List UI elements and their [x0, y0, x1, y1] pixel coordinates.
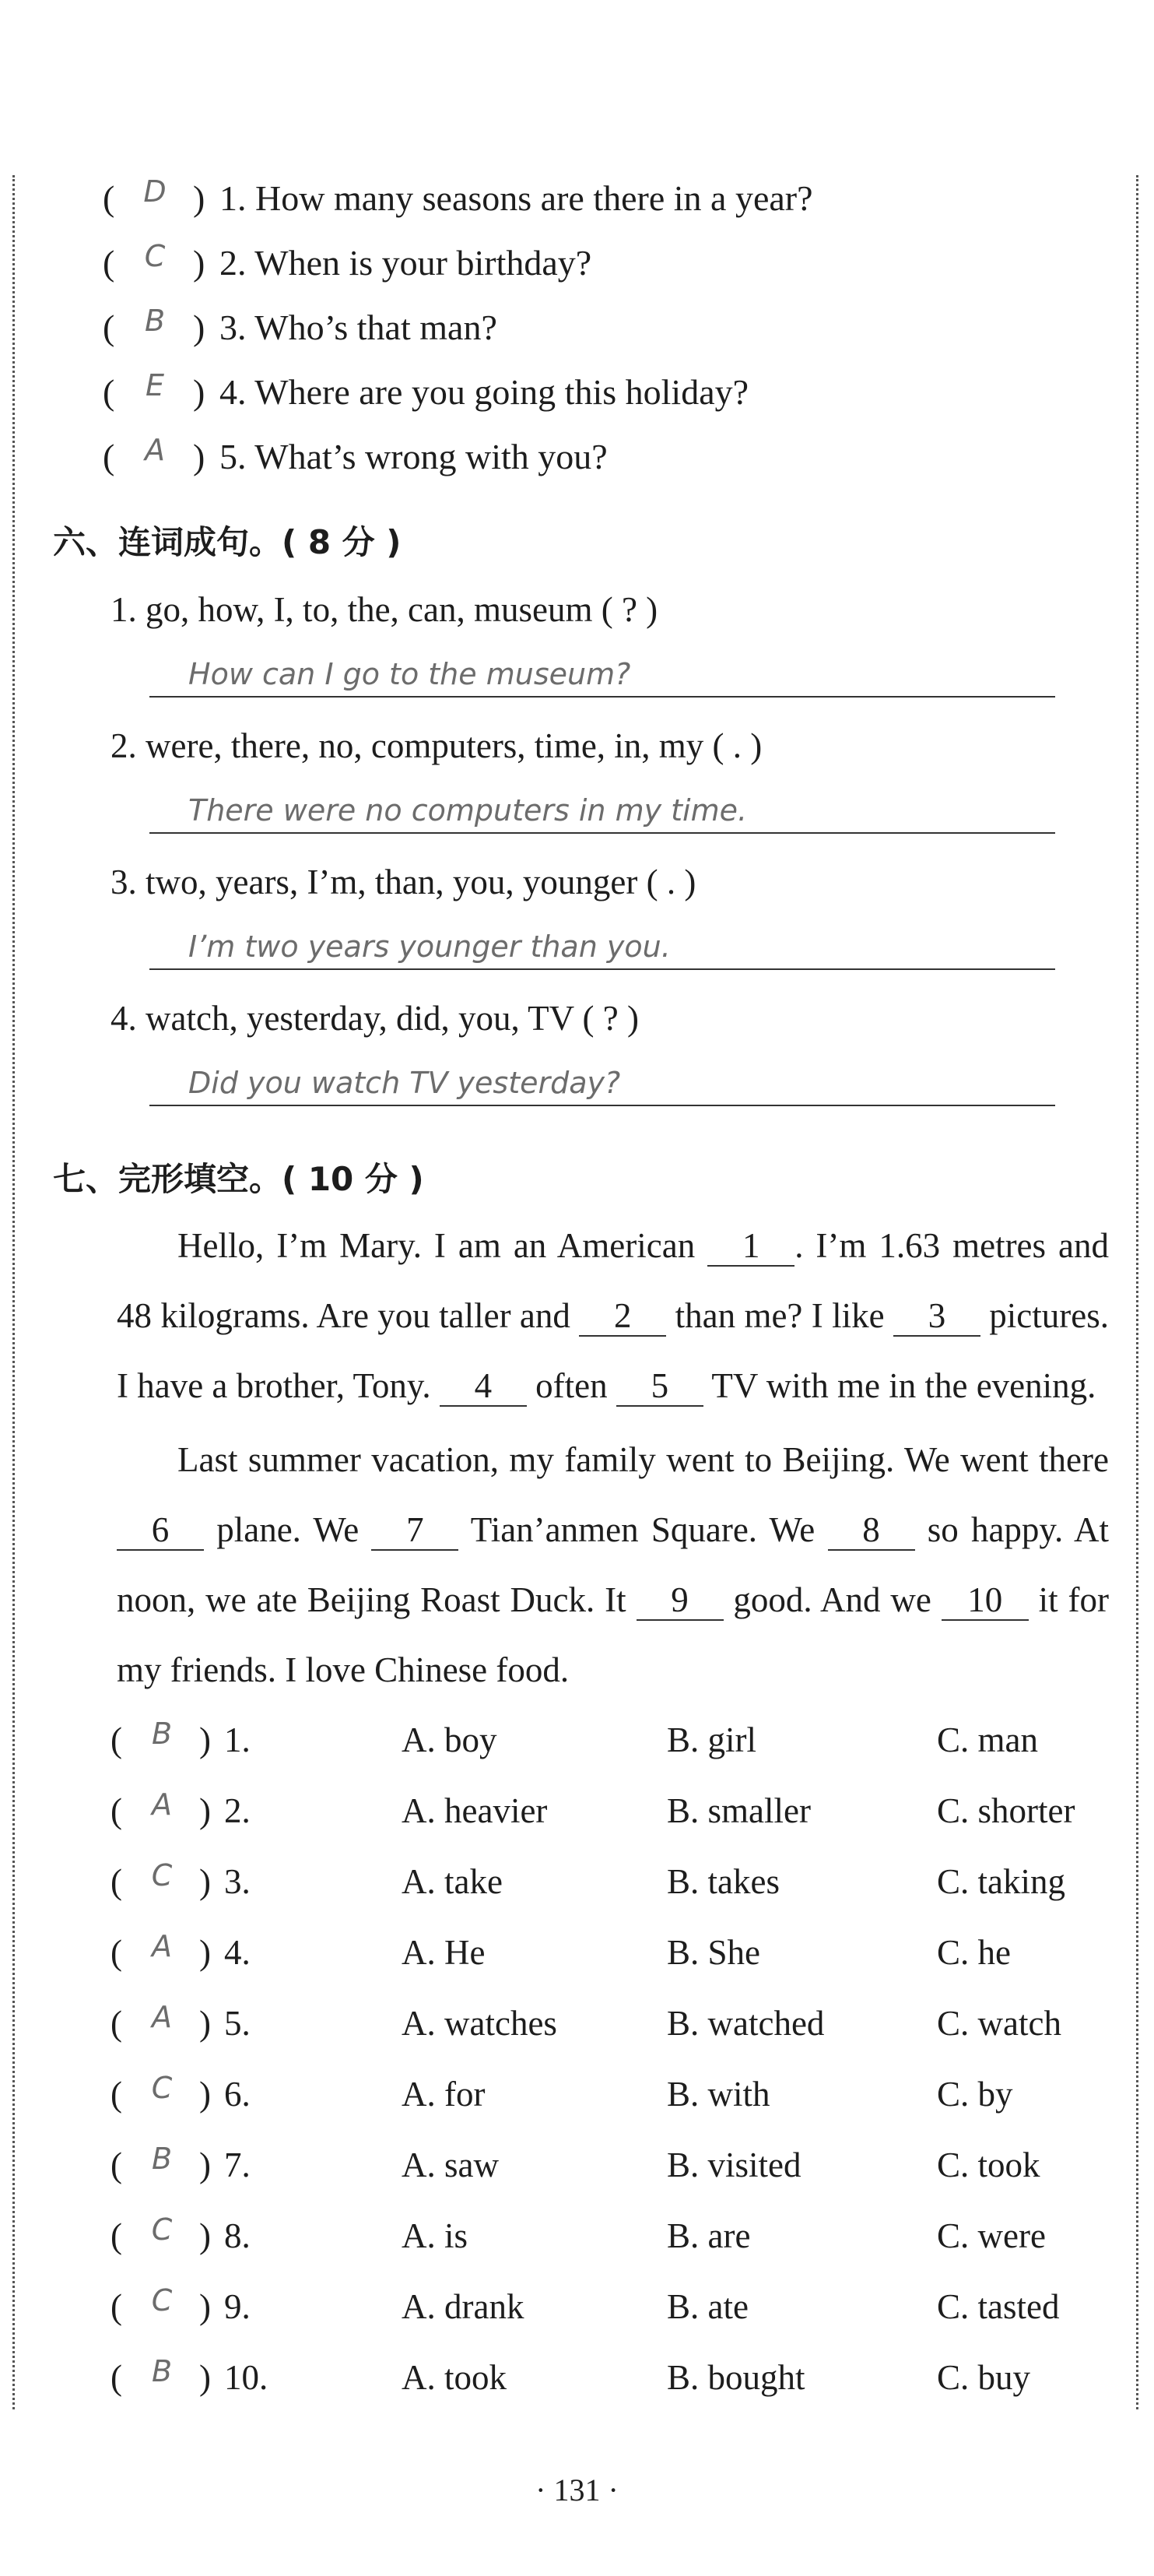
handwritten-answer: C [151, 2212, 173, 2247]
matching-row: ( E ) 4. Where are you going this holiday? [103, 368, 749, 412]
option-b: B. takes [667, 1862, 780, 1901]
cloze-paragraph-1: Hello, I’m Mary. I am an American 1 . I’m 1.63 metres and 48 kilograms. Are you taller and 2 than me? I like 3 pictures. I have a brother, Tony. 4 often 5 TV with me in the evening. [117, 1226, 1109, 1405]
handwritten-answer: There were no computers in my time. [188, 793, 748, 828]
handwritten-answer: I’m two years younger than you. [188, 930, 671, 964]
handwritten-answer: B [151, 1717, 173, 1751]
answer-line [149, 911, 1055, 970]
choice-row: ( C ) 9. A. drank B. ate C. tasted [110, 2283, 1060, 2326]
handwritten-answer: A [152, 1929, 172, 1963]
option-a: A. for [402, 2075, 486, 2114]
cloze-blank: 8 [828, 1510, 915, 1551]
option-c: C. buy [937, 2358, 1031, 2397]
section-7-heading: 七、完形填空。( 10 分 ) [53, 1160, 424, 1198]
option-b: B. are [667, 2216, 751, 2255]
question-text: 4. Where are you going this holiday? [219, 371, 749, 412]
option-c: C. by [937, 2075, 1013, 2114]
question-text: 1. How many seasons are there in a year? [219, 177, 813, 218]
cloze-blank: 5 [616, 1366, 703, 1407]
matching-row: ( D ) 1. How many seasons are there in a year? [103, 174, 813, 218]
cloze-blank: 1 [707, 1226, 794, 1267]
handwritten-answer: A [152, 2000, 172, 2034]
option-b: B. smaller [667, 1791, 811, 1830]
option-a: A. He [402, 1933, 486, 1972]
left-dotted-border [12, 175, 15, 2409]
question-text: 5. What’s wrong with you? [219, 436, 608, 476]
option-a: A. is [402, 2216, 468, 2255]
cloze-paragraph-2: Last summer vacation, my family went to Beijing. We went there 6 plane. We 7 Tian’anmen Square. We 8 so happy. At noon, we ate Beijing Roast Duck. It 9 good. And we 10 it for my friends. I love Chinese food. [117, 1440, 1109, 1689]
option-a: A. boy [402, 1720, 497, 1759]
handwritten-answer: C [144, 239, 166, 273]
option-b: B. visited [667, 2145, 801, 2184]
option-b: B. ate [667, 2287, 749, 2326]
handwritten-answer: B [144, 304, 166, 338]
cloze-blank: 7 [371, 1510, 458, 1551]
matching-row: ( B ) 3. Who’s that man? [103, 304, 497, 347]
matching-row: ( C ) 2. When is your birthday? [103, 239, 592, 283]
option-c: C. were [937, 2216, 1046, 2255]
option-c: C. watch [937, 2004, 1061, 2043]
option-b: B. watched [667, 2004, 825, 2043]
cloze-blank: 6 [117, 1510, 204, 1551]
handwritten-answer: B [151, 2354, 173, 2388]
handwritten-answer: How can I go to the museum? [188, 657, 631, 691]
handwritten-answer: C [151, 2283, 173, 2318]
choice-row: ( A ) 5. A. watches B. watched C. watch [110, 2000, 1061, 2043]
sentence-question: 3. two, years, I’m, than, you, younger ( . ) [110, 863, 696, 901]
page-number: · 131 · [535, 2472, 619, 2507]
option-b: B. She [667, 1933, 761, 1972]
question-text: 3. Who’s that man? [219, 307, 497, 347]
section-6-heading: 六、连词成句。( 8 分 ) [53, 523, 402, 561]
cloze-blank: 4 [440, 1366, 527, 1407]
choice-row: ( A ) 4. A. He B. She C. he [110, 1929, 1011, 1972]
option-b: B. girl [667, 1720, 757, 1759]
option-a: A. took [402, 2358, 507, 2397]
handwritten-answer: B [151, 2142, 173, 2176]
option-c: C. tasted [937, 2287, 1060, 2326]
handwritten-answer: A [152, 1787, 172, 1822]
answer-line [149, 1047, 1055, 1106]
option-c: C. taking [937, 1862, 1065, 1901]
option-a: A. saw [402, 2145, 499, 2184]
sentence-question: 2. were, there, no, computers, time, in, my ( . ) [110, 726, 763, 765]
sentence-question: 1. go, how, I, to, the, can, museum ( ? ) [110, 590, 658, 629]
cloze-blank: 2 [579, 1296, 666, 1337]
option-c: C. he [937, 1933, 1011, 1972]
option-c: C. shorter [937, 1791, 1075, 1830]
handwritten-answer: D [143, 174, 167, 209]
option-b: B. with [667, 2075, 770, 2114]
choice-row: ( C ) 3. A. take B. takes C. taking [110, 1858, 1065, 1901]
option-b: B. bought [667, 2358, 805, 2397]
cloze-blank: 10 [942, 1580, 1029, 1621]
sentence-question: 4. watch, yesterday, did, you, TV ( ? ) [110, 999, 639, 1038]
option-c: C. took [937, 2145, 1040, 2184]
choice-row: ( C ) 6. A. for B. with C. by [110, 2071, 1013, 2114]
handwritten-answer: A [145, 433, 165, 467]
answer-line [149, 638, 1055, 698]
handwritten-answer: Did you watch TV yesterday? [188, 1066, 621, 1100]
choice-row: ( B ) 1. A. boy B. girl C. man [110, 1717, 1038, 1759]
handwritten-answer: C [151, 1858, 173, 1892]
choice-row: ( A ) 2. A. heavier B. smaller C. shorter [110, 1787, 1075, 1830]
cloze-blank: 3 [893, 1296, 980, 1337]
cloze-blank: 9 [637, 1580, 724, 1621]
handwritten-answer: E [145, 368, 164, 402]
choice-row: ( C ) 8. A. is B. are C. were [110, 2212, 1046, 2255]
handwritten-answer: C [151, 2071, 173, 2105]
option-c: C. man [937, 1720, 1038, 1759]
right-dotted-border [1136, 175, 1138, 2409]
option-a: A. take [402, 1862, 503, 1901]
option-a: A. drank [402, 2287, 524, 2326]
option-a: A. watches [402, 2004, 557, 2043]
choice-row: ( B ) 7. A. saw B. visited C. took [110, 2142, 1040, 2184]
answer-line [149, 775, 1055, 834]
matching-row: ( A ) 5. What’s wrong with you? [103, 433, 608, 476]
choice-row: ( B ) 10. A. took B. bought C. buy [110, 2354, 1031, 2397]
question-text: 2. When is your birthday? [219, 242, 592, 283]
option-a: A. heavier [402, 1791, 548, 1830]
